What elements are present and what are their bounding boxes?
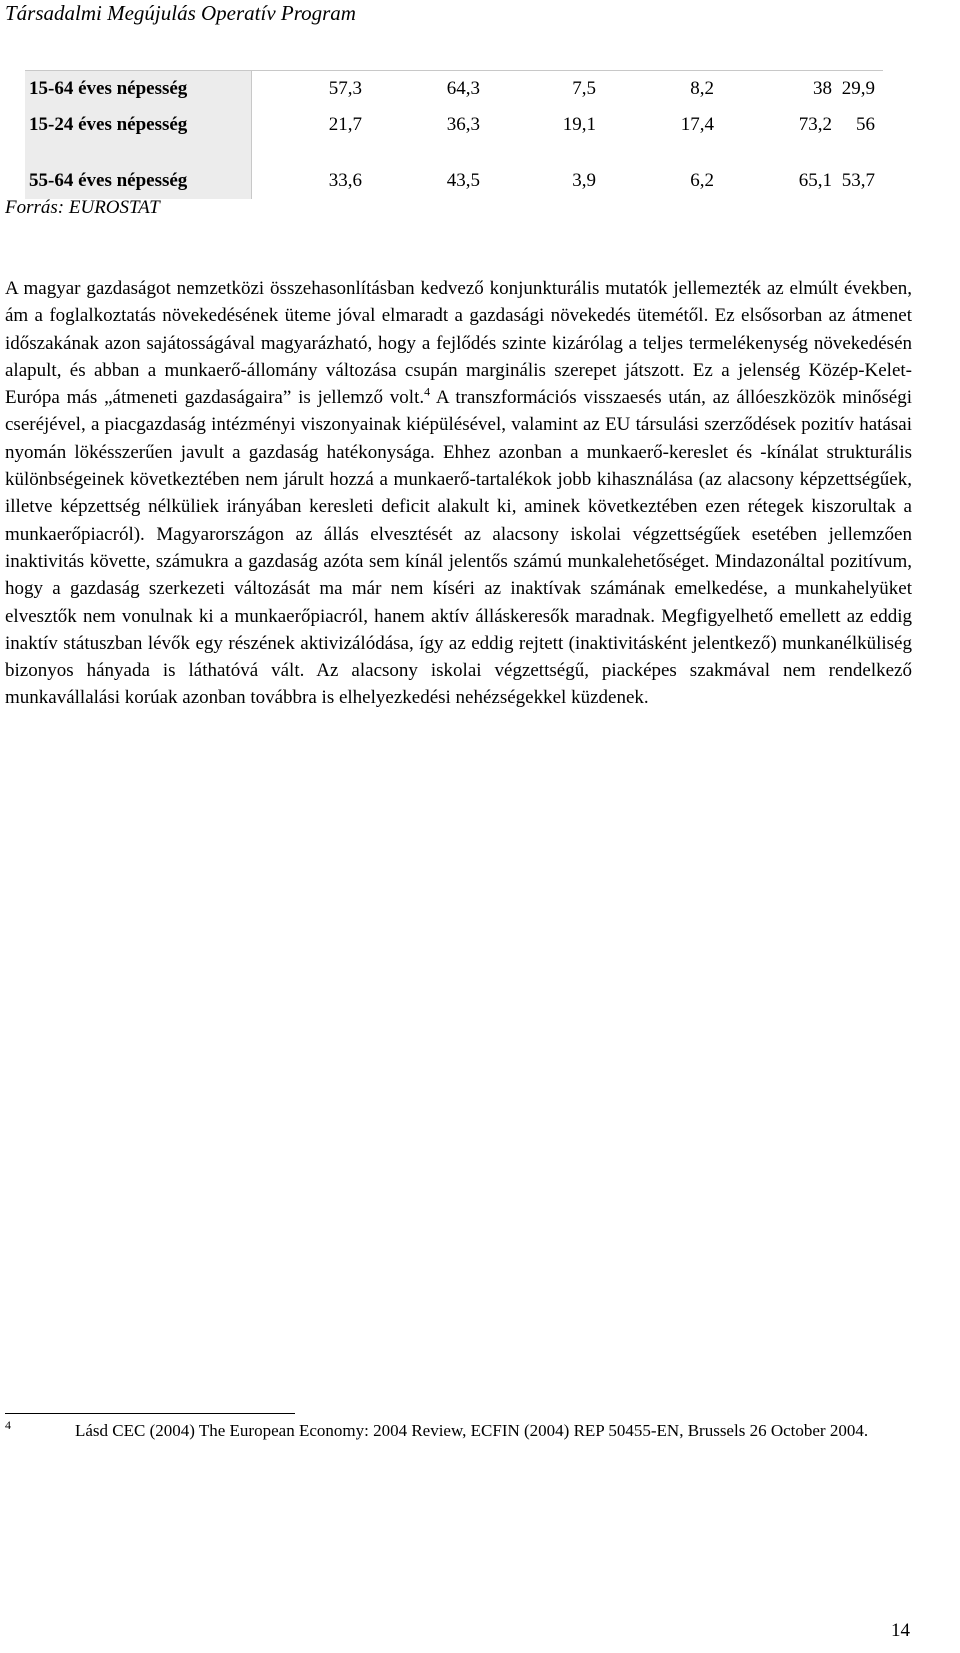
table-cell: 64,3 (370, 71, 488, 108)
row-label: 55-64 éves népesség (25, 163, 252, 199)
table-row (25, 107, 883, 143)
footnote: 4 Lásd CEC (2004) The European Economy: 2004 Review, ECFIN (2004) REP 50455-EN, Brussels 26 October 2004. (5, 1418, 869, 1440)
footnote-divider (5, 1413, 295, 1414)
table-cell: 73,2 (798, 114, 832, 135)
table-cell: 33,6 (328, 170, 362, 191)
table-cell: 3,9 (572, 170, 596, 191)
spacer-cell (722, 143, 840, 163)
spacer-cell (370, 143, 488, 163)
spacer-cell (488, 143, 604, 163)
table-spacer-row (25, 143, 883, 163)
table-cell: 8,2 (604, 71, 722, 108)
body-paragraph (5, 275, 912, 712)
spacer-cell (604, 143, 722, 163)
table-row (25, 163, 883, 199)
employment-table (25, 70, 883, 199)
running-header: Társadalmi Megújulás Operatív Program (5, 1, 356, 25)
table-cell: 19,1 (562, 114, 596, 135)
table-cell: 57,3 (252, 71, 371, 108)
table-source: Forrás: EUROSTAT (5, 197, 160, 218)
table-cell: 38 (722, 71, 840, 108)
table-cell: 17,4 (680, 114, 714, 135)
table-cell: 7,5 (488, 71, 604, 108)
table-cell: 53,7 (841, 170, 875, 191)
row-label: 15-24 éves népesség (25, 107, 252, 143)
spacer-cell (840, 143, 883, 163)
table-cell: 21,7 (328, 114, 362, 135)
footnote-text: Lásd CEC (2004) The European Economy: 2004 Review, ECFIN (2004) REP 50455-EN, Brussels 26 October 2004. (75, 1421, 869, 1440)
spacer-label (25, 143, 252, 163)
table-cell: 43,5 (446, 170, 480, 191)
paragraph-text: A magyar gazdaságot nemzetközi összehasonlításban kedvező konjunkturális mutatók jellemezték az elmúlt években, ám a foglalkoztatás növekedésének üteme jóval elmaradt a gazdasági növekedés ütemétől. Ez elsősorban az átmenet időszakának azon sajátosságával magyarázható, hogy a fejlődés szinte kizárólag a teljes termelékenység növekedésén alapult, és abban a munkaerő-állomány változása csupán marginális szerepet játszott. Ez a jelenség Közép-Kelet-Európa más „átmeneti gazdaságaira” is jellemző volt. (5, 278, 912, 409)
paragraph-text: A transzformációs visszaesés után, az állóeszközök minőségi cseréjével, a piacgazdaság intézményi viszonyainak kiépülésével, valamint az EU társulási szerződések pozitív hatásai nyomán lökésszerűen javult a gazdaság hatékonysága. Ehhez azonban a munkaerő-kereslet és -kínálat strukturális különbségeinek következtében nem járult hozzá a munkaerő-tartalékok jobb kihasználása (az alacsony képzettségűek, illetve képzettség nélküliek irányában keresleti deficit alakult ki, aminek következtében ezen rétegek kiszorultak a munkaerőpiacról). Magyarországon az állás elvesztését az alacsony iskolai végzettségűek esetében jellemzően inaktivitás követte, számukra a gazdaság azóta sem kínál jelentős számú munkalehetőséget. Mindazonáltal pozitívum, hogy a gazdaság szerkezeti változását ma már nem kíséri az inaktívak számának emelkedése, a munkahelyüket elvesztők nem vonulnak ki a munkaerőpiacról, hanem aktív álláskeresők maradnak. Megfigyelhető emellett az eddig inaktív státuszban lévők egy részének aktivizálódása, így az eddig rejtett (inaktivitásként jelentkező) munkanélküliség bizonyos hányada is láthatóvá vált. Az alacsony iskolai végzettségű, piacképes szakmával nem rendelkező munkavállalási korúak azonban továbbra is elhelyezkedési nehézségekkel küzdenek. (5, 387, 912, 709)
page-number: 14 (891, 1620, 910, 1641)
table-row (25, 71, 883, 108)
footnote-reference[interactable]: 4 (424, 384, 431, 399)
row-label: 15-64 éves népesség (25, 71, 252, 108)
table-cell: 65,1 (798, 170, 832, 191)
table-cell: 6,2 (690, 170, 714, 191)
table-cell: 36,3 (446, 114, 480, 135)
spacer-cell (252, 143, 371, 163)
table-cell: 29,9 (840, 71, 883, 108)
table-cell: 56 (856, 114, 875, 135)
